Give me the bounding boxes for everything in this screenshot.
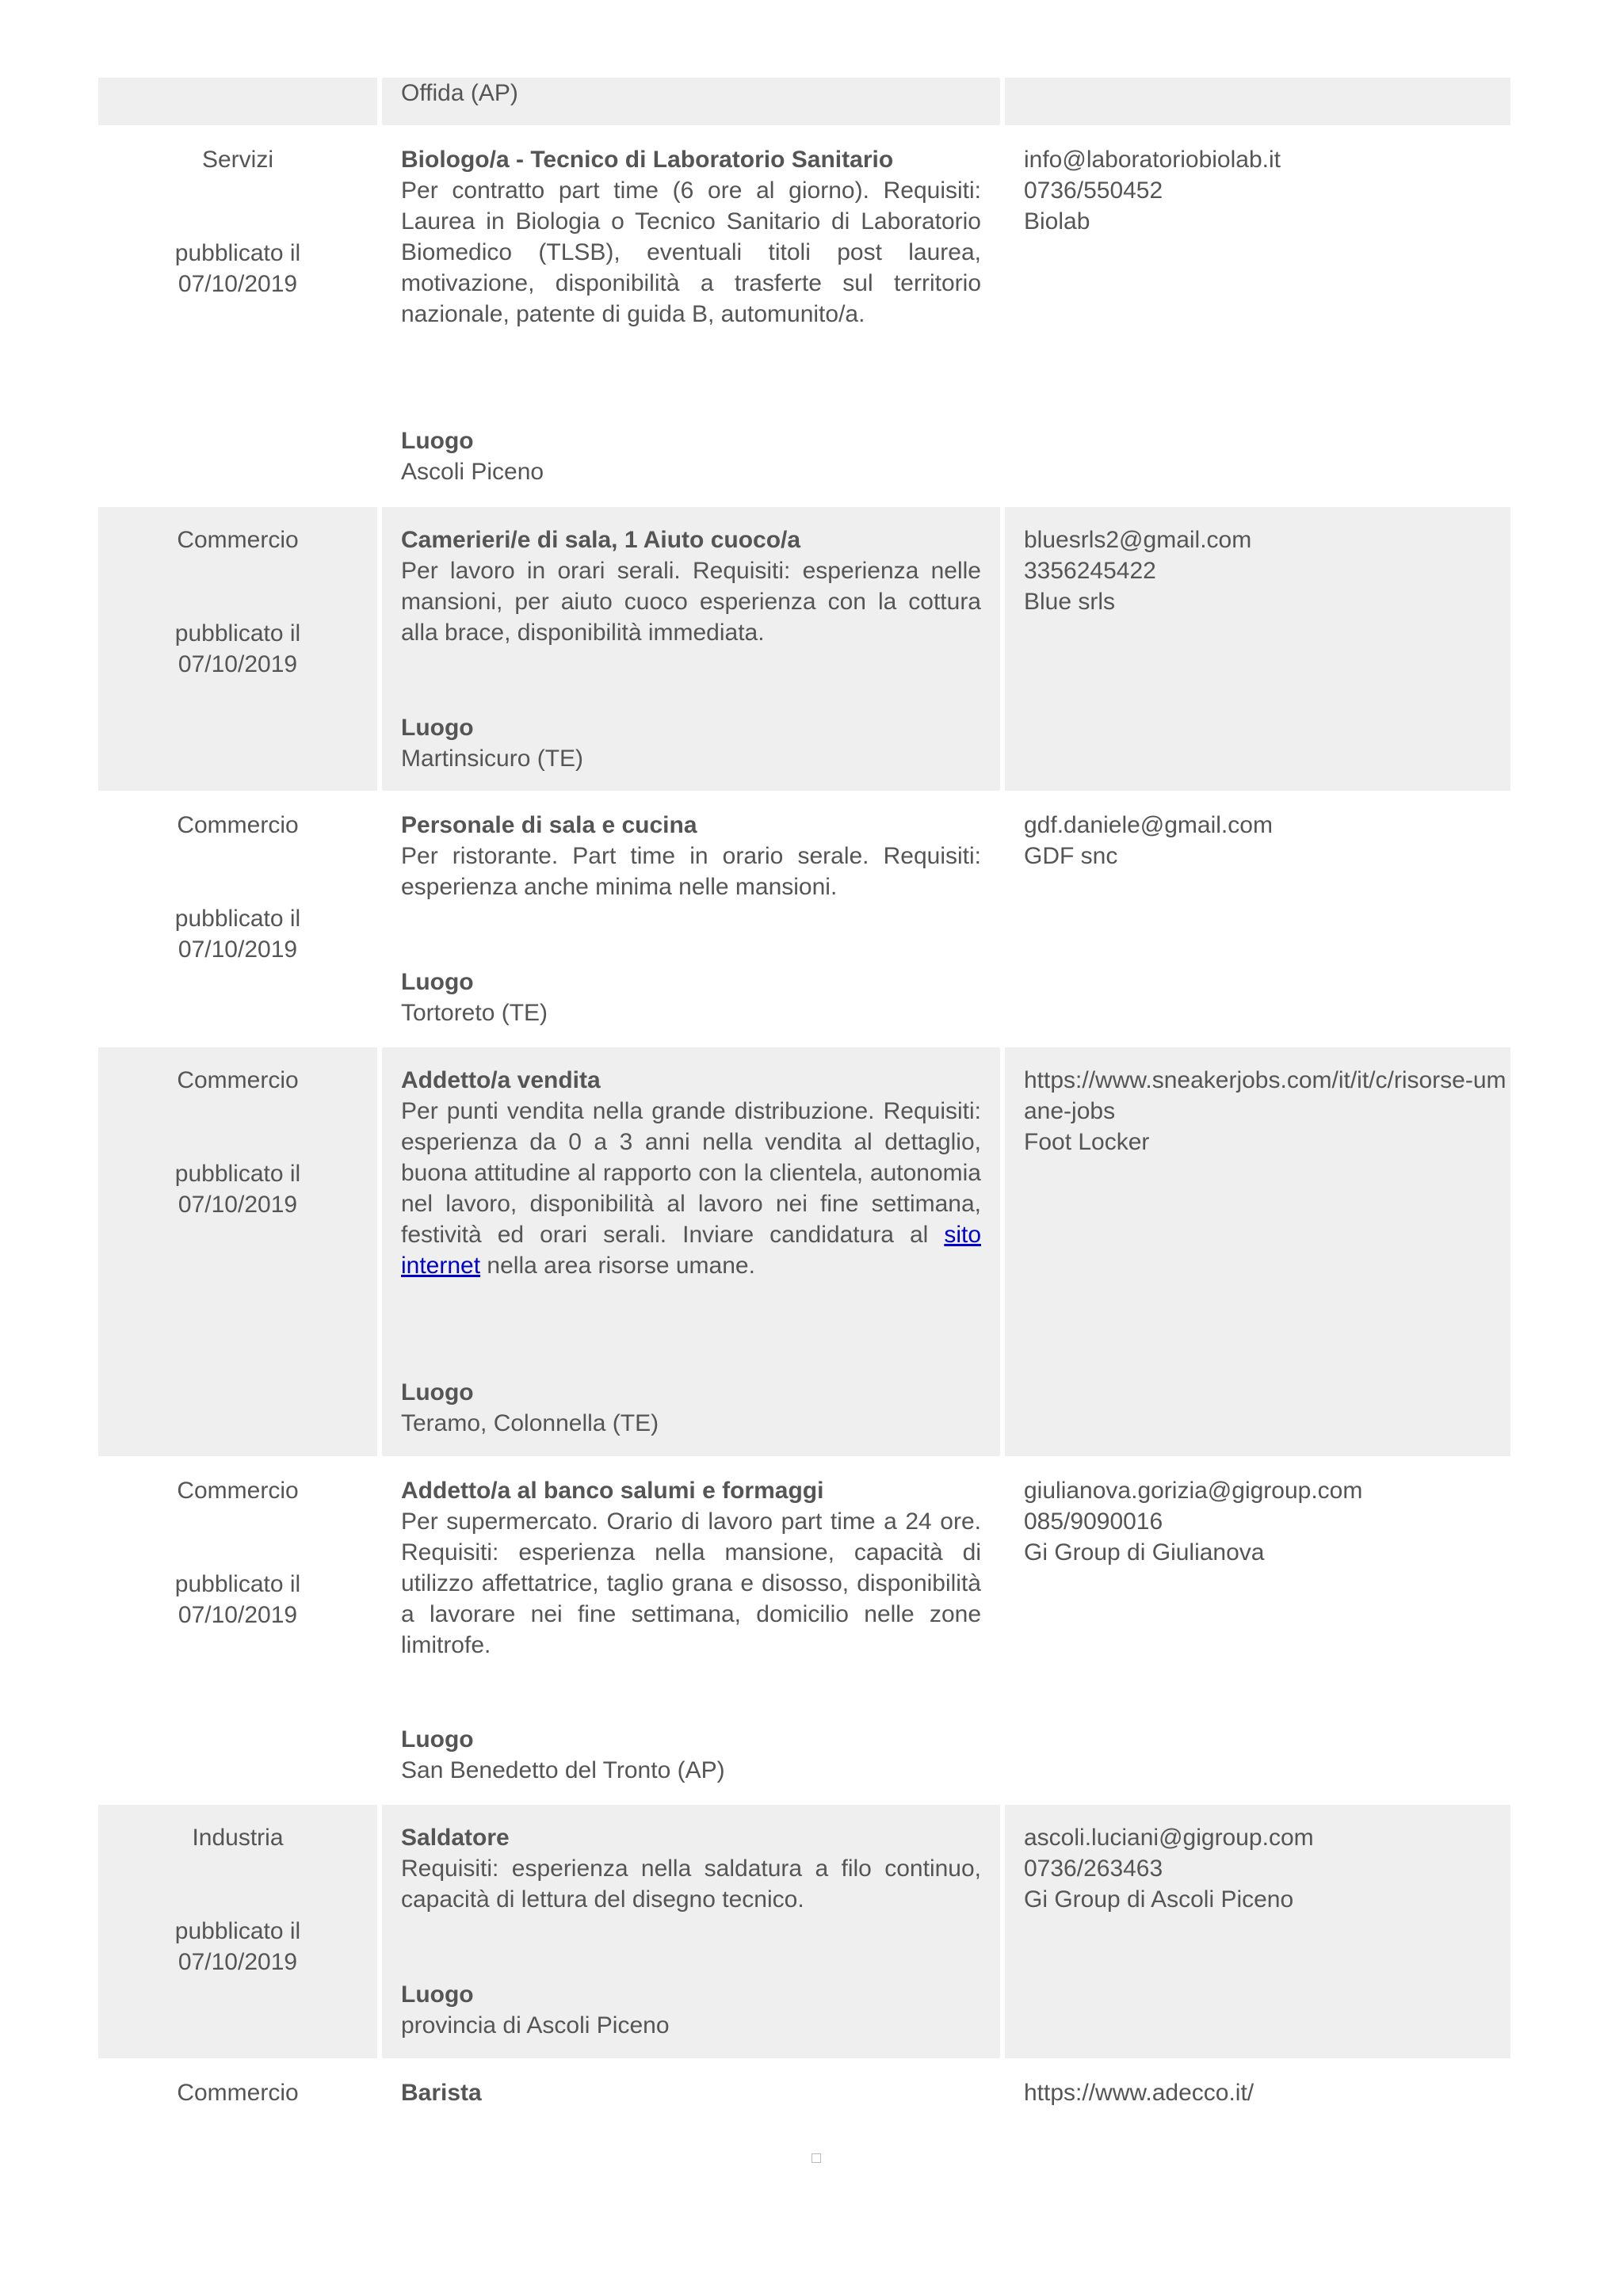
category-cell — [98, 507, 377, 791]
location-value: provincia di Ascoli Piceno — [401, 2012, 670, 2039]
location-label: Luogo — [401, 1379, 474, 1405]
location-value: Tortoreto (TE) — [401, 1000, 548, 1026]
job-content — [401, 1065, 981, 1281]
details-cell — [382, 1805, 1000, 2058]
details-cell — [382, 78, 1000, 125]
location-value: San Benedetto del Tronto (AP) — [401, 1757, 725, 1783]
listing-row-continued — [98, 78, 1510, 125]
published-label: pubblicato il — [174, 1161, 301, 1187]
job-description: Per contratto part time (6 ore al giorno). Requisiti: Laurea in Biologia o Tecnico Sanitario di Laboratorio Biomedico (TLSB), eventuali titoli post laurea, motivazione, disponibilità a trasferte sul territorio nazionale, patente di guida B, automunito/a. — [401, 177, 981, 327]
published-date: 07/10/2019 — [178, 271, 298, 297]
job-description: Per lavoro in orari serali. Requisiti: esperienza nelle mansioni, per aiuto cuoco esperienza con la cottura alla brace, disponibilità immediata. — [401, 558, 981, 646]
job-content — [401, 810, 981, 902]
category-label: Servizi — [201, 147, 273, 173]
contact-url[interactable]: https://www.sneakerjobs.com/it/it/c/risorse-umane-jobs — [1024, 1067, 1507, 1124]
contact-info — [1024, 144, 1507, 237]
contact-company: Biolab — [1024, 208, 1090, 235]
location-label: Luogo — [401, 428, 474, 454]
contact-company: GDF snc — [1024, 843, 1118, 869]
contact-email[interactable]: info@laboratoriobiolab.it — [1024, 147, 1281, 173]
job-content — [401, 524, 981, 648]
job-title: Barista — [401, 2080, 482, 2106]
contact-cell — [1005, 1047, 1510, 1456]
job-content — [401, 144, 981, 330]
location-label: Luogo — [401, 1726, 474, 1753]
contact-cell — [1005, 2060, 1510, 2131]
category-cell — [98, 1805, 377, 2058]
category-cell — [98, 78, 377, 125]
details-cell — [382, 792, 1000, 1046]
location-value: Ascoli Piceno — [401, 459, 544, 485]
location-value: Offida (AP) — [401, 80, 518, 106]
job-content — [401, 1475, 981, 1661]
published-date: 07/10/2019 — [178, 936, 298, 963]
listing-row — [98, 1805, 1510, 2058]
listing-row — [98, 792, 1510, 1046]
listing-row — [98, 2060, 1510, 2131]
contact-cell — [1005, 78, 1510, 125]
contact-cell — [1005, 1458, 1510, 1803]
job-content — [401, 1822, 981, 1915]
details-cell — [382, 1458, 1000, 1803]
contact-info — [1024, 810, 1507, 871]
category-label: Industria — [192, 1825, 284, 1851]
contact-cell — [1005, 1805, 1510, 2058]
contact-url[interactable]: https://www.adecco.it/ — [1024, 2080, 1254, 2106]
contact-company: Gi Group di Ascoli Piceno — [1024, 1886, 1294, 1913]
job-description: Requisiti: esperienza nella saldatura a filo continuo, capacità di lettura del disegno tecnico. — [401, 1855, 981, 1913]
contact-info — [1024, 2077, 1507, 2108]
published-date: 07/10/2019 — [178, 1949, 298, 1975]
listing-row — [98, 1047, 1510, 1456]
category-label: Commercio — [177, 812, 299, 838]
contact-cell — [1005, 127, 1510, 505]
category-label: Commercio — [177, 527, 299, 553]
details-cell — [382, 2060, 1000, 2131]
category-label: Commercio — [177, 1478, 299, 1504]
contact-cell — [1005, 507, 1510, 791]
location-label: Luogo — [401, 715, 474, 741]
page-marker-icon — [812, 2153, 821, 2163]
description-text: Per punti vendita nella grande distribuzione. Requisiti: esperienza da 0 a 3 anni nella vendita al dettaglio, buona attitudine al rapporto con la clientela, autonomia nel lavoro, disponibilità al lavoro nei fine settimana, festività ed orari serali. Inviare candidatura al — [401, 1098, 981, 1248]
published-label: pubblicato il — [174, 1571, 301, 1597]
category-cell — [98, 1458, 377, 1803]
contact-info — [1024, 524, 1507, 617]
website-link[interactable]: sito internet — [401, 1222, 981, 1279]
contact-info — [1024, 1822, 1507, 1915]
contact-email[interactable]: giulianova.gorizia@gigroup.com — [1024, 1478, 1363, 1504]
contact-phone: 085/9090016 — [1024, 1508, 1163, 1535]
category-cell — [98, 1047, 377, 1456]
location-value: Teramo, Colonnella (TE) — [401, 1410, 659, 1436]
details-cell — [382, 127, 1000, 505]
category-label: Commercio — [177, 1067, 299, 1093]
job-title: Addetto/a al banco salumi e formaggi — [401, 1478, 824, 1504]
job-description — [401, 1096, 981, 1281]
published-label: pubblicato il — [174, 1918, 301, 1944]
details-cell — [382, 507, 1000, 791]
contact-phone: 3356245422 — [1024, 558, 1156, 584]
contact-phone: 0736/263463 — [1024, 1855, 1163, 1882]
contact-info — [1024, 1475, 1507, 1568]
published-label: pubblicato il — [174, 620, 301, 646]
location-label: Luogo — [401, 1981, 474, 2008]
job-title: Personale di sala e cucina — [401, 812, 697, 838]
job-title: Biologo/a - Tecnico di Laboratorio Sanitario — [401, 147, 894, 173]
published-date: 07/10/2019 — [178, 651, 298, 677]
published-label: pubblicato il — [174, 240, 301, 266]
job-title: Saldatore — [401, 1825, 510, 1851]
contact-email[interactable]: gdf.daniele@gmail.com — [1024, 812, 1273, 838]
contact-phone: 0736/550452 — [1024, 177, 1163, 204]
contact-company: Gi Group di Giulianova — [1024, 1539, 1265, 1566]
job-title: Camerieri/e di sala, 1 Aiuto cuoco/a — [401, 527, 801, 553]
details-cell — [382, 1047, 1000, 1456]
location-value: Martinsicuro (TE) — [401, 746, 584, 772]
job-description: Per supermercato. Orario di lavoro part time a 24 ore. Requisiti: esperienza nella mansione, capacità di utilizzo affettatrice, taglio grana e disosso, disponibilità a lavorare nei fine settimana, domicilio nelle zone limitrofe. — [401, 1508, 981, 1658]
category-cell — [98, 2060, 377, 2131]
listing-row — [98, 127, 1510, 505]
job-content — [401, 2077, 981, 2108]
contact-info — [1024, 1065, 1507, 1158]
contact-company: Foot Locker — [1024, 1129, 1150, 1155]
contact-cell — [1005, 792, 1510, 1046]
description-text: nella area risorse umane. — [480, 1253, 755, 1279]
category-label: Commercio — [177, 2080, 299, 2106]
contact-email[interactable]: ascoli.luciani@gigroup.com — [1024, 1825, 1314, 1851]
contact-company: Blue srls — [1024, 589, 1116, 615]
published-date: 07/10/2019 — [178, 1192, 298, 1218]
job-title: Addetto/a vendita — [401, 1067, 601, 1093]
listing-row — [98, 507, 1510, 791]
listing-row — [98, 1458, 1510, 1803]
category-cell — [98, 792, 377, 1046]
published-date: 07/10/2019 — [178, 1602, 298, 1628]
contact-email[interactable]: bluesrls2@gmail.com — [1024, 527, 1252, 553]
published-label: pubblicato il — [174, 906, 301, 932]
category-cell — [98, 127, 377, 505]
location-label: Luogo — [401, 969, 474, 995]
job-description: Per ristorante. Part time in orario serale. Requisiti: esperienza anche minima nelle mansioni. — [401, 843, 981, 900]
